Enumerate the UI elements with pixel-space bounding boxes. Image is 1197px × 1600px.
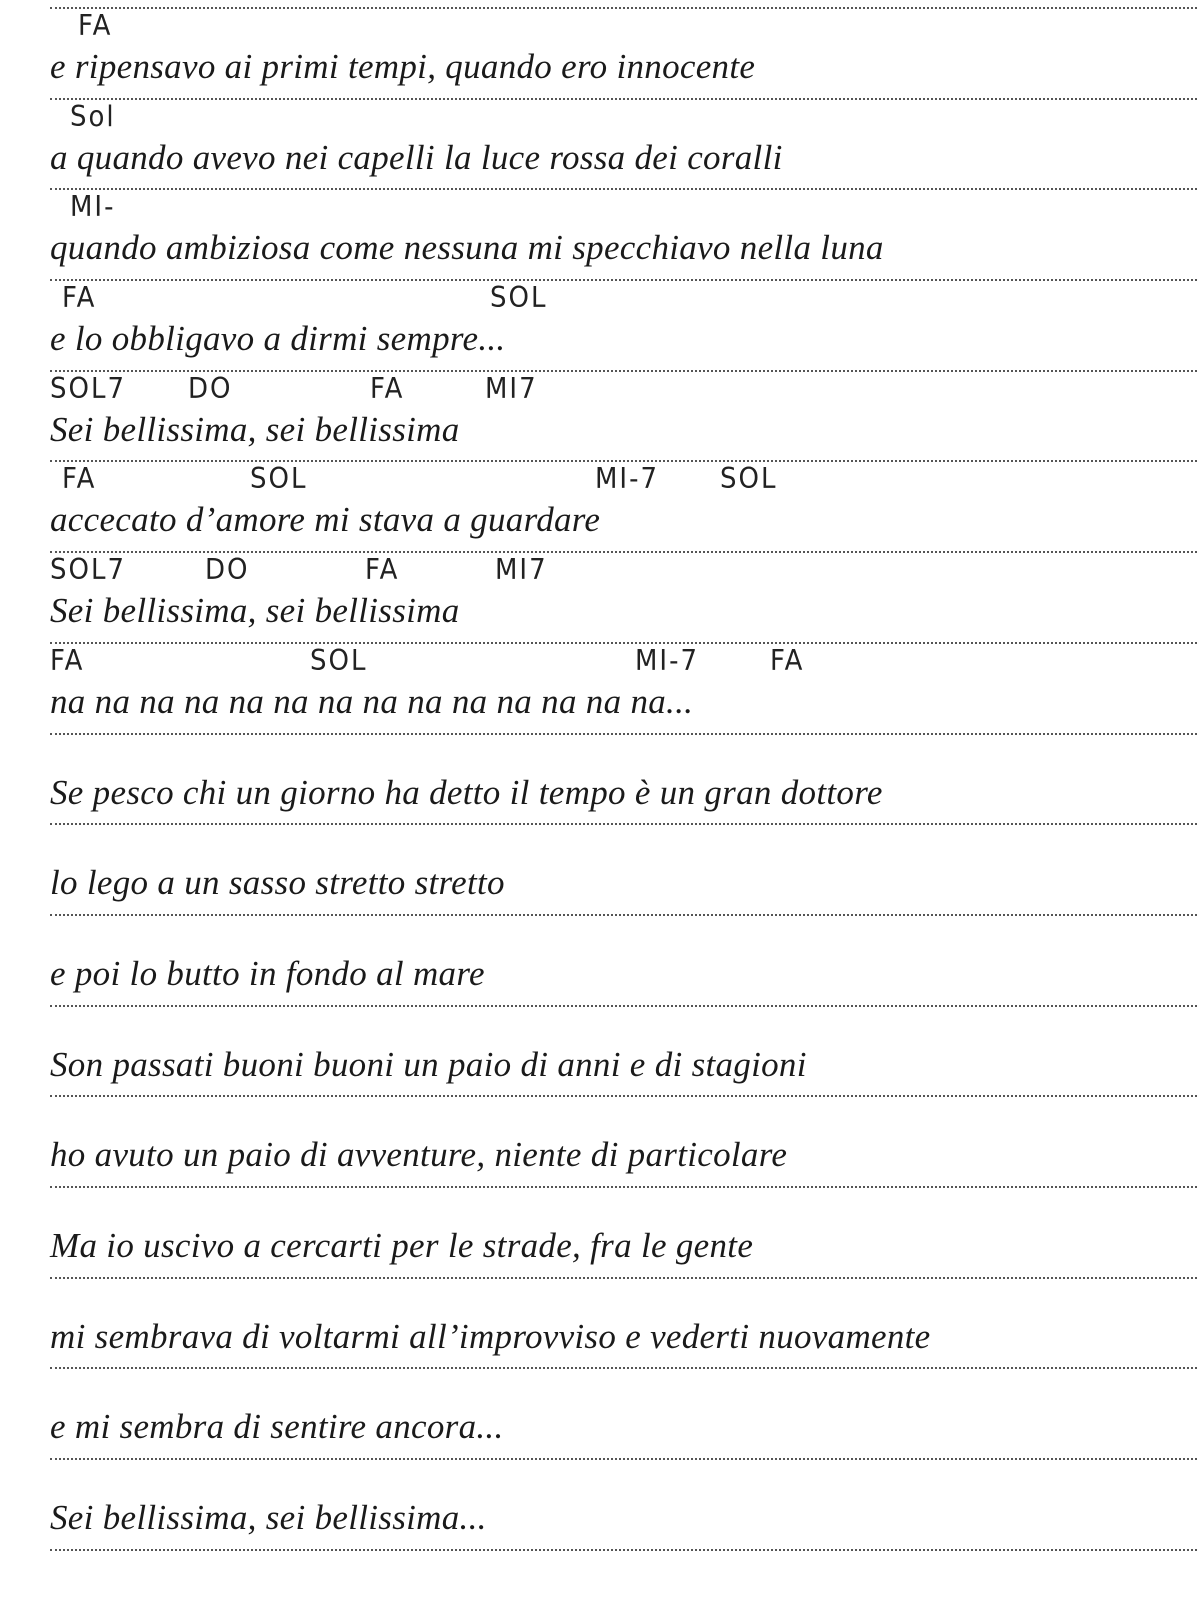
lyric-row [50,1186,1197,1277]
chord-label: FA [370,372,405,406]
lyric-row [50,823,1197,914]
chord-label: DO [188,372,233,406]
lyric-row [50,1367,1197,1458]
lyric-line: e poi lo butto in fondo al mare [50,953,485,993]
lyric-row [50,188,1197,279]
chord-label: SOL [490,281,548,315]
lyric-row [50,733,1197,824]
chord-label: DO [205,553,250,587]
dotted-rule [50,1549,1197,1551]
lyric-line: mi sembrava di voltarmi all’improvviso e vederti nuovamente [50,1316,931,1356]
lyric-line: Sei bellissima, sei bellissima [50,591,460,631]
chord-label: MI7 [485,372,538,406]
lyric-line: Sei bellissima, sei bellissima... [50,1498,487,1537]
chord-label: MI-7 [635,644,700,678]
lyric-line: accecato d’amore mi stava a guardare [50,500,601,540]
lyric-line: Son passati buoni buoni un paio di anni e di stagioni [50,1044,807,1084]
chord-label: SOL7 [50,372,126,406]
lyric-line: ho avuto un paio di avventure, niente di particolare [50,1135,788,1175]
lyric-line: e lo obbligavo a dirmi sempre... [50,319,506,359]
chord-label: SOL [310,644,368,678]
lyric-row [50,460,1197,551]
lyric-row [50,1458,1197,1549]
chord-label: MI7 [495,553,548,587]
lyric-line: Ma io uscivo a cercarti per le strade, fra le gente [50,1225,754,1265]
lyric-row [50,370,1197,461]
lyric-row [50,7,1197,98]
chord-label: FA [62,281,97,315]
chord-label: FA [770,644,805,678]
chord-label: FA [50,644,85,678]
lyric-row [50,914,1197,1005]
chord-label: FA [365,553,400,587]
lyric-line: e mi sembra di sentire ancora... [50,1407,504,1447]
lyric-row [50,1277,1197,1368]
chord-label: SOL [250,462,308,496]
chord-label: MI- [70,190,116,224]
chord-label: FA [78,9,113,43]
lyric-line: a quando avevo nei capelli la luce rossa dei coralli [50,137,783,177]
lyric-line: quando ambiziosa come nessuna mi specchiavo nella luna [50,228,884,268]
lyrics-sheet [0,7,1197,1551]
lyric-row [50,98,1197,189]
chord-label: MI-7 [595,462,660,496]
lyric-line: lo lego a un sasso stretto stretto [50,863,505,903]
chord-label: FA [62,462,97,496]
lyric-row [50,1095,1197,1186]
chord-label: SOL [720,462,778,496]
lyric-line: Sei bellissima, sei bellissima [50,409,460,449]
lyric-row [50,551,1197,642]
lyric-row [50,642,1197,733]
lyric-line: e ripensavo ai primi tempi, quando ero innocente [50,47,756,86]
lyric-line: na na na na na na na na na na na na na na... [50,681,694,721]
chord-label: Sol [70,100,116,134]
lyric-row [50,1005,1197,1096]
lyric-row [50,279,1197,370]
lyric-line: Se pesco chi un giorno ha detto il tempo è un gran dottore [50,772,883,812]
chord-label: SOL7 [50,553,126,587]
